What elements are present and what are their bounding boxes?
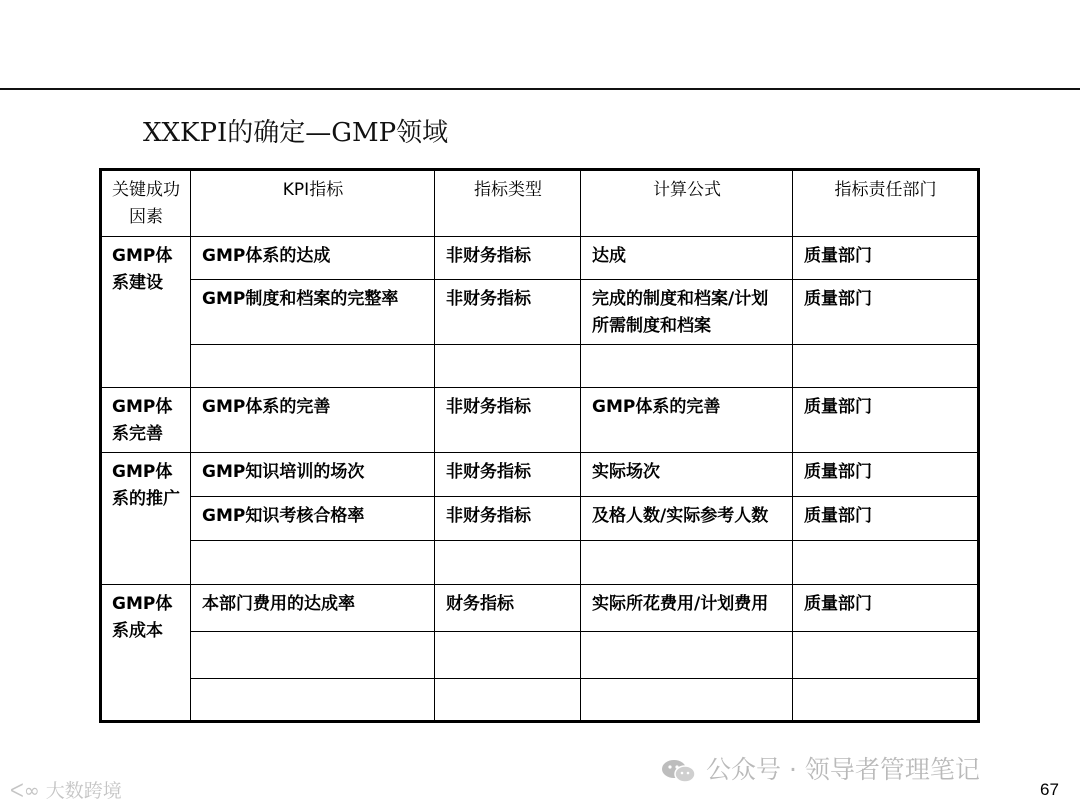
area-cell: GMP体系的推广: [101, 453, 191, 585]
header-row: [101, 170, 979, 237]
area-cell: GMP体系完善: [101, 388, 191, 453]
table-row: [101, 237, 979, 280]
header-department: 指标责任部门: [793, 170, 979, 237]
department-cell: 质量部门: [793, 237, 979, 280]
type-cell: 非财务指标: [435, 453, 581, 497]
header-indicator-type: 指标类型: [435, 170, 581, 237]
table-row-empty: [101, 345, 979, 388]
formula-cell: 完成的制度和档案/计划所需制度和档案: [581, 280, 793, 345]
empty-cell: [435, 632, 581, 679]
formula-cell: 实际所花费用/计划费用: [581, 585, 793, 632]
formula-cell: 达成: [581, 237, 793, 280]
department-cell: 质量部门: [793, 280, 979, 345]
kpi-table: [99, 168, 980, 723]
empty-cell: [581, 345, 793, 388]
watermark-wechat: [660, 750, 980, 786]
empty-cell: [435, 541, 581, 585]
area-cell: GMP体系成本: [101, 585, 191, 722]
type-cell: 非财务指标: [435, 388, 581, 453]
formula-cell: 及格人数/实际参考人数: [581, 497, 793, 541]
page-title: XXKPI的确定—GMP领域: [143, 118, 449, 148]
table-row: [101, 388, 979, 453]
department-cell: 质量部门: [793, 388, 979, 453]
empty-cell: [581, 679, 793, 722]
table-row-empty: [101, 632, 979, 679]
type-cell: 非财务指标: [435, 280, 581, 345]
type-cell: 非财务指标: [435, 237, 581, 280]
empty-cell: [191, 679, 435, 722]
formula-cell: GMP体系的完善: [581, 388, 793, 453]
watermark-text: 公众号 · 领导者管理笔记: [706, 755, 980, 784]
department-cell: 质量部门: [793, 453, 979, 497]
wechat-icon: [660, 758, 698, 784]
empty-cell: [581, 632, 793, 679]
kpi-cell: GMP知识考核合格率: [191, 497, 435, 541]
area-cell: GMP体系建设: [101, 237, 191, 388]
page-number: 67: [1040, 780, 1059, 799]
empty-cell: [435, 679, 581, 722]
empty-cell: [793, 541, 979, 585]
empty-cell: [581, 541, 793, 585]
empty-cell: [435, 345, 581, 388]
kpi-cell: GMP知识培训的场次: [191, 453, 435, 497]
header-formula: 计算公式: [581, 170, 793, 237]
empty-cell: [191, 632, 435, 679]
kpi-cell: GMP制度和档案的完整率: [191, 280, 435, 345]
empty-cell: [793, 632, 979, 679]
table-row-empty: [101, 679, 979, 722]
top-rule: [0, 88, 1080, 90]
table-row-empty: [101, 541, 979, 585]
empty-cell: [191, 541, 435, 585]
brand-logo-icon: ᐸ∞: [10, 780, 46, 802]
table-row: [101, 280, 979, 345]
empty-cell: [793, 679, 979, 722]
watermark-brand-text: 大数跨境: [45, 780, 122, 802]
kpi-cell: GMP体系的完善: [191, 388, 435, 453]
formula-cell: 实际场次: [581, 453, 793, 497]
table-row: [101, 453, 979, 497]
empty-cell: [191, 345, 435, 388]
table-row: [101, 585, 979, 632]
header-kpi: KPI指标: [191, 170, 435, 237]
table-row: [101, 497, 979, 541]
empty-cell: [793, 345, 979, 388]
header-key-success-factor: 关键成功因素: [101, 170, 191, 237]
watermark-brand: [10, 776, 122, 803]
kpi-cell: GMP体系的达成: [191, 237, 435, 280]
type-cell: 财务指标: [435, 585, 581, 632]
kpi-cell: 本部门费用的达成率: [191, 585, 435, 632]
department-cell: 质量部门: [793, 585, 979, 632]
type-cell: 非财务指标: [435, 497, 581, 541]
department-cell: 质量部门: [793, 497, 979, 541]
